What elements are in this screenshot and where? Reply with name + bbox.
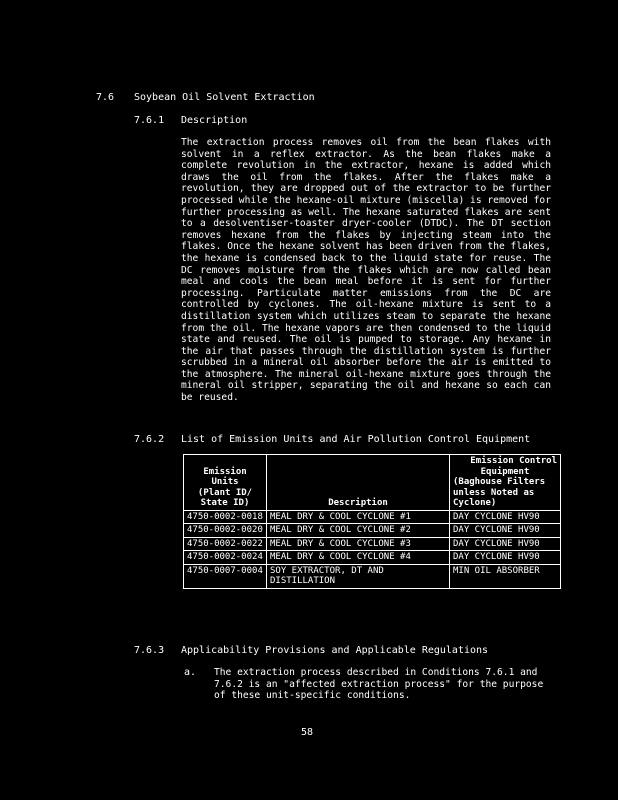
table-row [184, 510, 561, 524]
unit-equipment: DAY CYCLONE HV90 [450, 551, 561, 565]
unit-description: MEAL DRY & COOL CYCLONE #1 [267, 510, 450, 524]
description-heading: Description [181, 115, 248, 126]
list-number: 7.6.2 [134, 434, 165, 445]
unit-equipment: MIN OIL ABSORBER [450, 564, 561, 588]
applicability-number: 7.6.3 [134, 645, 165, 656]
list-heading: List of Emission Units and Air Pollution Control Equipment [181, 434, 531, 445]
emission-units-table [183, 454, 561, 589]
description-number: 7.6.1 [134, 115, 165, 126]
section-title: Soybean Oil Solvent Extraction [134, 92, 315, 103]
unit-equipment: DAY CYCLONE HV90 [450, 510, 561, 524]
page-number: 58 [301, 727, 314, 738]
unit-description: SOY EXTRACTOR, DT AND DISTILLATION [267, 564, 450, 588]
unit-id: 4750-0002-0020 [184, 524, 267, 538]
table-header-row [184, 455, 561, 511]
unit-id: 4750-0002-0024 [184, 551, 267, 565]
table-row [184, 537, 561, 551]
table-row [184, 524, 561, 538]
unit-description: MEAL DRY & COOL CYCLONE #2 [267, 524, 450, 538]
unit-equipment: DAY CYCLONE HV90 [450, 524, 561, 538]
table-row [184, 564, 561, 588]
description-header: Description [267, 455, 450, 511]
section-number: 7.6 [96, 92, 115, 103]
table-row [184, 551, 561, 565]
units-header: Emission Units (Plant ID/ State ID) [184, 455, 267, 511]
unit-description: MEAL DRY & COOL CYCLONE #4 [267, 551, 450, 565]
unit-description: MEAL DRY & COOL CYCLONE #3 [267, 537, 450, 551]
description-paragraph: The extraction process removes oil from the bean flakes with solvent in a reflex extractor. As the bean flakes make a complete revolution in the extractor, hexane is added which draws the oil from the flakes. After the flakes make a revolution, they are dropped out of the extractor to be further processed while the hexane-oil mixture (miscella) is removed for further processing as well. The hexane saturated flakes are sent to a desolventiser-toaster dryer-cooler (DTDC). The DT section removes hexane from the flakes by injecting steam into the flakes. Once the hexane solvent has been driven from the flakes, the hexane is condensed back to the liquid state for reuse. The DC removes moisture from the flakes which are now called bean meal and cools the bean meal before it is sent for further processing. Particulate matter emissions from the DC are controlled by cyclones. The oil-hexane mixture is sent to a distillation system which utilizes steam to separate the hexane from the oil. The hexane vapors are then condensed to the liquid state and reused. The oil is pumped to storage. Any hexane in the air that passes through the distillation system is further scrubbed in a mineral oil absorber before the air is emitted to the atmosphere. The mineral oil-hexane mixture goes through the mineral oil stripper, separating the oil and hexane so each can be reused. [181, 137, 551, 404]
unit-equipment: DAY CYCLONE HV90 [450, 537, 561, 551]
equipment-header: Emission Control Equipment (Baghouse Filters unless Noted as Cyclone) [450, 455, 561, 511]
condition-a-text: The extraction process described in Conditions 7.6.1 and 7.6.2 is an "affected extraction process" for the purpose of these unit-specific conditions. [214, 667, 544, 702]
unit-id: 4750-0002-0022 [184, 537, 267, 551]
unit-id: 4750-0007-0004 [184, 564, 267, 588]
condition-a-marker: a. [184, 667, 197, 678]
applicability-heading: Applicability Provisions and Applicable Regulations [181, 645, 489, 656]
unit-id: 4750-0002-0018 [184, 510, 267, 524]
